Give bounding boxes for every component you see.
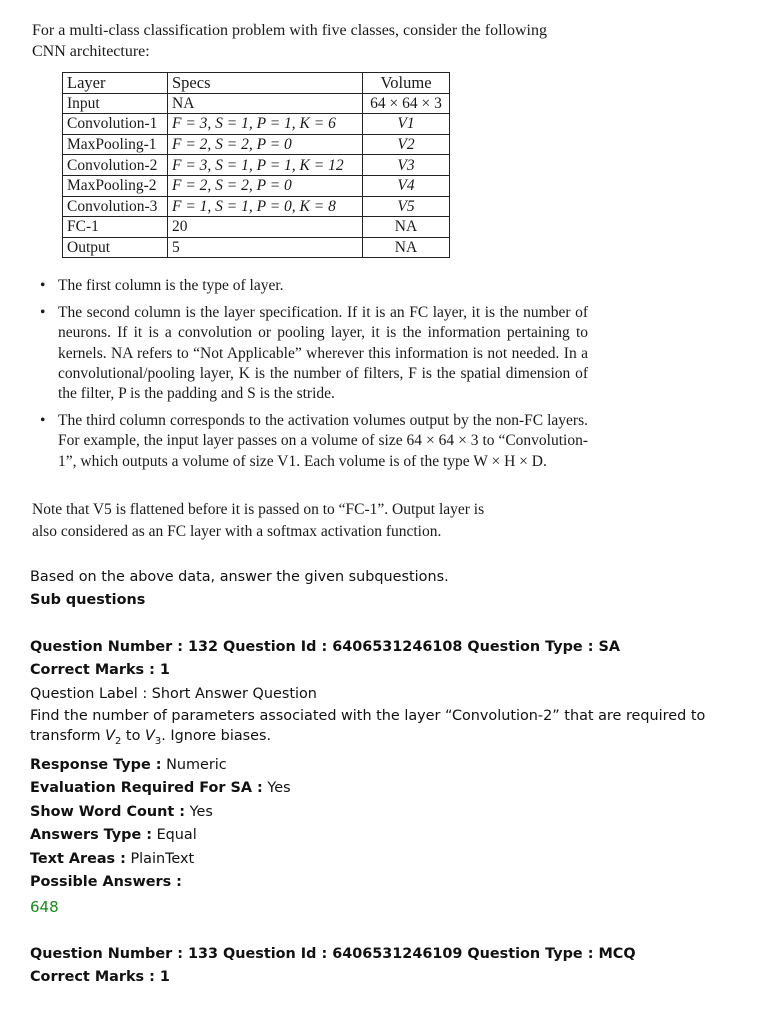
bullet-text: The third column corresponds to the activation volumes output by the non-FC layers. For example, the input layer passes on a volume of size 64 × 64 × 3 to “Convolution-1”, which outputs a volume of size V1. Each volume is of the type W × H × D. — [58, 412, 588, 470]
intro-text: Based on the above data, answer the given subquestions. — [30, 569, 449, 585]
cell-layer: Convolution-2 — [63, 155, 168, 176]
bullet-dot-icon: • — [40, 277, 46, 294]
cell-volume — [363, 155, 450, 176]
cell-specs: 20 — [168, 217, 363, 238]
question-text — [30, 706, 730, 752]
question-text-part: to — [121, 728, 145, 745]
correct-marks: Correct Marks : 1 — [30, 662, 170, 679]
cell-volume-text: V1 — [397, 115, 415, 133]
header-specs: Specs — [168, 73, 363, 94]
cell-specs-text: F = 3, S = 1, P = 1, K = 6 — [172, 115, 336, 133]
bullet-item — [40, 303, 588, 404]
question-content — [30, 566, 730, 990]
cell-volume — [363, 134, 450, 155]
cell-specs-text: F = 1, S = 1, P = 0, K = 8 — [172, 197, 336, 215]
table-row — [63, 175, 450, 196]
field-label: Evaluation Required For SA : — [30, 780, 263, 797]
note-paragraph — [32, 499, 532, 543]
header-layer: Layer — [63, 73, 168, 94]
field-value: PlainText — [130, 850, 195, 867]
spacer — [30, 920, 730, 943]
possible-answer-value: 648 — [30, 898, 59, 917]
math-sub: 2 — [114, 735, 122, 747]
cell-layer: Output — [63, 237, 168, 258]
cell-layer: MaxPooling-1 — [63, 134, 168, 155]
text-areas — [30, 848, 730, 871]
question-text-part: Find the number of parameters associated with the layer “Convolution-2” that are required to transform — [30, 708, 706, 745]
bullet-text: The first column is the type of layer. — [58, 277, 284, 294]
show-word-count — [30, 801, 730, 824]
cell-layer: FC-1 — [63, 217, 168, 238]
cell-specs — [168, 155, 363, 176]
spacer — [30, 613, 730, 636]
cell-specs-text: F = 2, S = 2, P = 0 — [172, 136, 292, 154]
bullet-dot-icon: • — [40, 304, 46, 322]
cell-layer: MaxPooling-2 — [63, 175, 168, 196]
intro-line-2: CNN architecture: — [32, 43, 150, 60]
cell-layer: Convolution-3 — [63, 196, 168, 217]
table-row — [63, 114, 450, 135]
cell-layer: Convolution-1 — [63, 114, 168, 135]
cell-volume — [363, 196, 450, 217]
bullet-list — [40, 276, 588, 479]
math-sub: 3 — [154, 735, 162, 747]
cell-volume-text: V5 — [397, 197, 415, 215]
bullet-item — [40, 276, 588, 296]
field-label: Show Word Count : — [30, 803, 186, 820]
question-header: Question Number : 132 Question Id : 6406531246108 Question Type : SA — [30, 638, 620, 655]
note-line-1: Note that V5 is flattened before it is passed on to “FC-1”. Output layer is — [32, 501, 485, 518]
cell-specs — [168, 196, 363, 217]
cnn-architecture-table — [62, 72, 450, 258]
cell-volume-text: V3 — [397, 156, 415, 174]
note-line-2: also considered as an FC layer with a softmax activation function. — [32, 523, 442, 540]
math-var: V — [144, 728, 155, 745]
cell-volume — [363, 175, 450, 196]
table-row — [63, 237, 450, 258]
field-value: Numeric — [166, 756, 227, 773]
field-label: Answers Type : — [30, 827, 152, 844]
question-label: Question Label : Short Answer Question — [30, 685, 317, 702]
cell-volume: 64 × 64 × 3 — [363, 93, 450, 114]
question-header: Question Number : 133 Question Id : 6406531246109 Question Type : MCQ — [30, 945, 636, 962]
math-var: V — [105, 728, 115, 745]
cell-volume: NA — [363, 237, 450, 258]
cell-volume-text: V4 — [397, 177, 415, 195]
cell-specs — [168, 114, 363, 135]
question-text-part: . Ignore biases. — [161, 728, 272, 745]
table-row — [63, 134, 450, 155]
cell-specs-text: F = 3, S = 1, P = 1, K = 12 — [172, 156, 344, 174]
header-volume: Volume — [363, 73, 450, 94]
cell-layer: Input — [63, 93, 168, 114]
cell-specs: NA — [168, 93, 363, 114]
evaluation-required — [30, 777, 730, 800]
table-row — [63, 217, 450, 238]
image-intro — [32, 20, 572, 62]
cell-volume — [363, 114, 450, 135]
intro-line-1: For a multi-class classification problem with five classes, consider the following — [32, 22, 547, 39]
cell-specs — [168, 134, 363, 155]
field-value: Yes — [189, 803, 213, 820]
possible-answers-label: Possible Answers : — [30, 873, 182, 890]
table-row — [63, 196, 450, 217]
cell-volume: NA — [363, 217, 450, 238]
sub-questions-label: Sub questions — [30, 592, 146, 609]
cell-specs-text: F = 2, S = 2, P = 0 — [172, 177, 292, 195]
table-header-row — [63, 73, 450, 94]
field-value: Equal — [156, 827, 197, 844]
field-value: Yes — [267, 780, 291, 797]
response-type — [30, 754, 730, 777]
bullet-text: The second column is the layer specification. If it is an FC layer, it is the number of neurons. If it is a convolution or pooling layer, it is the information pertaining to kernels. NA refers to “Not Applicable” wherever this information is not needed. In a convolutional/pooling layer, K is the number of filters, F is the spatial dimension of the filter, P is the padding and S is the stride. — [58, 304, 588, 403]
cell-specs: 5 — [168, 237, 363, 258]
cell-specs — [168, 175, 363, 196]
correct-marks: Correct Marks : 1 — [30, 969, 170, 986]
cell-volume-text: V2 — [397, 136, 415, 154]
bullet-dot-icon: • — [40, 412, 46, 430]
question-image — [26, 10, 596, 550]
field-label: Response Type : — [30, 756, 162, 773]
table-row — [63, 93, 450, 114]
answers-type — [30, 824, 730, 847]
field-label: Text Areas : — [30, 850, 126, 867]
table-row — [63, 155, 450, 176]
bullet-item — [40, 411, 588, 472]
